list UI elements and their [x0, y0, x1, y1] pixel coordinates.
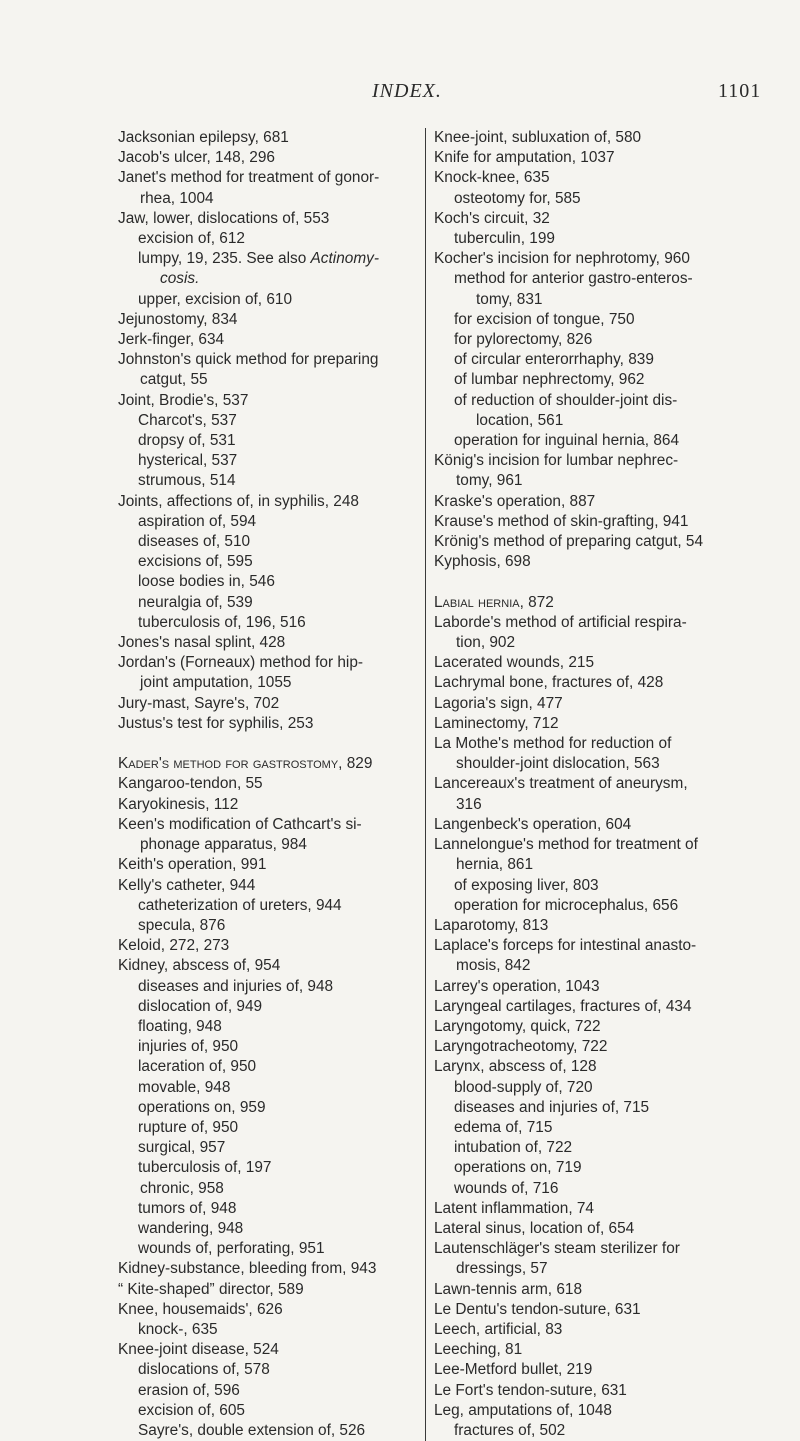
index-entry-text: Janet's method for treatment of gonor-	[118, 169, 380, 187]
index-entry	[118, 168, 400, 188]
index-entry-text: Larrey's operation, 1043	[434, 977, 600, 995]
index-entry-text: mosis, 842	[456, 957, 531, 975]
index-entry-text: tuberculosis of, 197	[138, 1159, 272, 1177]
index-entry-text: Jacksonian epilepsy, 681	[118, 129, 289, 146]
index-entry-text: Leeching, 81	[434, 1341, 523, 1359]
index-entry	[118, 896, 400, 916]
index-entry	[118, 1219, 400, 1239]
index-entry	[118, 310, 400, 330]
index-entry-text: rupture of, 950	[138, 1118, 239, 1136]
index-entry	[434, 977, 718, 997]
index-entry-text: blood-supply of, 720	[454, 1078, 593, 1096]
index-entry-text: operation for inguinal hernia, 864	[454, 432, 680, 450]
index-entry-text: Langenbeck's operation, 604	[434, 815, 632, 833]
index-entry	[434, 633, 718, 653]
index-entry	[118, 714, 400, 734]
index-entry	[434, 1259, 718, 1279]
index-entry-text: tumors of, 948	[138, 1199, 237, 1217]
index-entry	[118, 209, 400, 229]
index-entry-text: hernia, 861	[456, 856, 534, 874]
index-entry-text: Lacerated wounds, 215	[434, 654, 595, 672]
index-entry	[118, 1401, 400, 1421]
index-entry	[434, 734, 718, 754]
index-entry	[118, 249, 400, 269]
index-entry-text: Kader's method for gastrostomy, 829	[118, 755, 373, 773]
index-entry-italic: Actinomy-	[310, 250, 379, 268]
index-entry-text: Le Fort's tendon-suture, 631	[434, 1381, 627, 1399]
page-header	[0, 80, 800, 110]
index-entry-text: Le Dentu's tendon-suture, 631	[434, 1300, 641, 1318]
index-entry	[434, 1017, 718, 1037]
index-entry	[434, 1320, 718, 1340]
index-entry-text: loose bodies in, 546	[138, 573, 275, 591]
index-entry-text: dressings, 57	[456, 1260, 548, 1278]
index-entry-text: wounds of, 716	[454, 1179, 559, 1197]
index-entry-text: operations on, 959	[138, 1098, 266, 1116]
index-entry-text: Jacob's ulcer, 148, 296	[118, 149, 275, 167]
index-entry	[118, 956, 400, 976]
page-title: INDEX.	[372, 80, 442, 102]
index-column-left	[118, 128, 400, 1441]
index-entry	[118, 1239, 400, 1259]
index-entry-text: movable, 948	[138, 1078, 231, 1096]
index-entry-text: Lancereaux's treatment of aneurysm,	[434, 775, 688, 793]
index-entry-text: Koch's circuit, 32	[434, 209, 550, 227]
index-entry	[118, 532, 400, 552]
index-entry-text: intubation of, 722	[454, 1139, 573, 1157]
index-entry-text: wounds of, perforating, 951	[138, 1240, 325, 1258]
index-entry-text: excision of, 612	[138, 230, 245, 248]
index-entry	[434, 492, 718, 512]
index-entry-text: Laparotomy, 813	[434, 916, 549, 934]
index-entry	[434, 1300, 718, 1320]
index-entry	[118, 815, 400, 835]
index-entry	[434, 1098, 718, 1118]
index-entry	[434, 936, 718, 956]
index-entry-text: Knife for amputation, 1037	[434, 149, 615, 167]
index-entry	[118, 916, 400, 936]
index-entry-text: Lateral sinus, location of, 654	[434, 1219, 635, 1237]
index-entry	[434, 310, 718, 330]
index-entry-text: upper, excision of, 610	[138, 290, 293, 308]
index-entry-text: tion, 902	[456, 634, 516, 652]
index-entry	[118, 189, 400, 209]
index-entry	[118, 855, 400, 875]
index-entry	[434, 451, 718, 471]
index-entry-text: floating, 948	[138, 1017, 222, 1035]
index-entry	[118, 1138, 400, 1158]
index-entry	[118, 1280, 400, 1300]
index-entry	[434, 1360, 718, 1380]
index-entry	[434, 370, 718, 390]
index-entry	[434, 209, 718, 229]
index-entry	[118, 552, 400, 572]
index-entry	[118, 269, 400, 289]
index-entry-text: lumpy, 19, 235. See also	[138, 250, 311, 268]
index-entry	[434, 1239, 718, 1259]
index-entry	[434, 653, 718, 673]
index-entry-text: Jerk-finger, 634	[118, 331, 225, 349]
index-entry-text: Lee-Metford bullet, 219	[434, 1361, 593, 1379]
index-entry	[118, 1300, 400, 1320]
index-entry	[434, 997, 718, 1017]
index-entry-text: Kraske's operation, 887	[434, 492, 596, 510]
index-entry-text: Lannelongue's method for treatment of	[434, 836, 698, 854]
index-entry	[434, 431, 718, 451]
index-entry-text: Laminectomy, 712	[434, 714, 559, 732]
index-entry	[434, 673, 718, 693]
index-entry-text: tuberculin, 199	[454, 230, 555, 248]
index-entry	[118, 1179, 400, 1199]
index-entry	[118, 411, 400, 431]
index-entry-text: Krönig's method of preparing catgut, 54	[434, 533, 704, 551]
index-entry	[434, 512, 718, 532]
index-entry-text: Larynx, abscess of, 128	[434, 1058, 597, 1076]
index-entry	[118, 936, 400, 956]
index-entry-text: Knee, housemaids', 626	[118, 1300, 283, 1318]
index-entry	[434, 1158, 718, 1178]
index-entry-text: phonage apparatus, 984	[140, 836, 307, 854]
index-entry	[118, 774, 400, 794]
index-entry	[434, 815, 718, 835]
index-entry-text: Kocher's incision for nephrotomy, 960	[434, 250, 690, 268]
index-entry-text: operation for microcephalus, 656	[454, 896, 679, 914]
index-entry-text: Laryngeal cartilages, fractures of, 434	[434, 997, 692, 1015]
index-entry-text: Labial hernia, 872	[434, 593, 554, 611]
index-entry-text: neuralgia of, 539	[138, 593, 253, 611]
index-entry-text: Lawn-tennis arm, 618	[434, 1280, 582, 1298]
index-entry-text: Jury-mast, Sayre's, 702	[118, 694, 280, 712]
index-entry-text: Knee-joint disease, 524	[118, 1341, 279, 1359]
index-entry	[434, 128, 718, 148]
index-entry-text: Kidney, abscess of, 954	[118, 957, 281, 975]
index-entry	[118, 1098, 400, 1118]
index-entry	[434, 613, 718, 633]
index-entry-text: Jejunostomy, 834	[118, 310, 238, 328]
index-entry	[118, 431, 400, 451]
index-entry	[434, 714, 718, 734]
index-entry	[118, 1199, 400, 1219]
index-entry-text: tuberculosis of, 196, 516	[138, 613, 306, 631]
index-entry	[118, 593, 400, 613]
index-entry-text: laceration of, 950	[138, 1058, 257, 1076]
index-entry-text: method for anterior gastro-enteros-	[454, 270, 693, 288]
index-entry	[434, 350, 718, 370]
index-entry-text: Knee-joint, subluxation of, 580	[434, 129, 642, 146]
index-entry	[434, 855, 718, 875]
index-entry	[118, 1078, 400, 1098]
index-entry-text: Laryngotracheotomy, 722	[434, 1038, 608, 1056]
index-entry	[434, 1401, 718, 1421]
index-entry-text: for pylorectomy, 826	[454, 331, 593, 349]
index-entry-text: Karyokinesis, 112	[118, 795, 239, 813]
index-entry-text: Jones's nasal splint, 428	[118, 634, 286, 652]
index-entry-text: Laplace's forceps for intestinal anasto-	[434, 937, 697, 955]
index-entry	[434, 189, 718, 209]
index-entry-text: Joints, affections of, in syphilis, 248	[118, 492, 359, 510]
index-entry-text: Kelly's catheter, 944	[118, 876, 256, 894]
index-entry	[118, 229, 400, 249]
index-entry	[434, 1381, 718, 1401]
index-entry	[118, 633, 400, 653]
index-entry	[434, 290, 718, 310]
index-entry-text: Laryngotomy, quick, 722	[434, 1017, 601, 1035]
section-gap	[434, 572, 718, 592]
index-entry	[434, 694, 718, 714]
index-entry-text: dislocations of, 578	[138, 1361, 270, 1379]
index-entry	[118, 330, 400, 350]
index-entry	[118, 1421, 400, 1441]
index-entry	[434, 956, 718, 976]
index-entry-text: Laborde's method of artificial respira-	[434, 613, 687, 631]
index-entry	[434, 330, 718, 350]
index-entry	[434, 1118, 718, 1138]
index-entry	[434, 269, 718, 289]
index-entry	[434, 1037, 718, 1057]
index-entry	[118, 391, 400, 411]
index-entry-text: osteotomy for, 585	[454, 189, 581, 207]
index-entry-text: excision of, 605	[138, 1401, 245, 1419]
index-entry-text: Lautenschläger's steam sterilizer for	[434, 1240, 680, 1258]
index-entry-text: injuries of, 950	[138, 1038, 239, 1056]
index-entry	[118, 128, 400, 148]
index-entry-text: of exposing liver, 803	[454, 876, 599, 894]
index-entry-italic: cosis.	[160, 270, 200, 288]
index-entry-text: Latent inflammation, 74	[434, 1199, 594, 1217]
index-entry-text: of reduction of shoulder-joint dis-	[454, 391, 678, 409]
index-entry	[434, 1078, 718, 1098]
index-entry	[118, 876, 400, 896]
index-entry	[434, 1219, 718, 1239]
index-entry	[434, 1340, 718, 1360]
index-entry-text: strumous, 514	[138, 472, 236, 490]
index-entry-text: Kyphosis, 698	[434, 553, 531, 571]
index-entry-text: Leg, amputations of, 1048	[434, 1401, 612, 1419]
index-entry	[434, 249, 718, 269]
index-entry	[434, 148, 718, 168]
index-entry	[118, 653, 400, 673]
index-entry-text: dropsy of, 531	[138, 432, 236, 450]
index-entry-text: joint amputation, 1055	[140, 674, 292, 692]
index-entry-text: wandering, 948	[138, 1219, 244, 1237]
index-entry	[118, 1037, 400, 1057]
index-entry	[118, 694, 400, 714]
index-entry-text: catheterization of ureters, 944	[138, 896, 342, 914]
index-entry	[118, 1158, 400, 1178]
index-entry	[118, 754, 400, 774]
index-entry	[118, 471, 400, 491]
index-entry	[118, 1057, 400, 1077]
index-entry-text: knock-, 635	[138, 1320, 218, 1338]
index-entry	[118, 795, 400, 815]
index-entry	[118, 1017, 400, 1037]
index-entry-text: hysterical, 537	[138, 452, 238, 470]
index-entry-text: diseases and injuries of, 715	[454, 1098, 650, 1116]
index-entry-text: chronic, 958	[140, 1179, 224, 1197]
index-entry-text: excisions of, 595	[138, 553, 253, 571]
index-entry-text: catgut, 55	[140, 371, 208, 389]
index-entry-text: Johnston's quick method for preparing	[118, 351, 379, 369]
index-entry	[118, 370, 400, 390]
index-entry	[434, 835, 718, 855]
index-entry	[118, 1360, 400, 1380]
index-entry-text: Keloid, 272, 273	[118, 937, 230, 955]
index-entry	[434, 552, 718, 572]
index-entry-text: for excision of tongue, 750	[454, 310, 635, 328]
index-entry-text: tomy, 831	[476, 290, 543, 308]
index-entry	[118, 148, 400, 168]
index-entry	[434, 391, 718, 411]
index-entry-text: 316	[456, 795, 482, 813]
index-entry	[118, 290, 400, 310]
index-entry	[434, 1138, 718, 1158]
index-entry-text: Joint, Brodie's, 537	[118, 391, 249, 409]
index-entry	[434, 1199, 718, 1219]
index-entry-text: diseases of, 510	[138, 533, 251, 551]
index-entry-text: Knock-knee, 635	[434, 169, 550, 187]
index-entry-text: tomy, 961	[456, 472, 523, 490]
index-entry	[118, 451, 400, 471]
index-entry-text: fractures of, 502	[454, 1421, 566, 1439]
index-entry	[118, 1320, 400, 1340]
index-entry	[118, 1118, 400, 1138]
index-entry	[434, 229, 718, 249]
index-entry-text: of circular enterorrhaphy, 839	[454, 351, 654, 369]
index-entry-text: aspiration of, 594	[138, 512, 257, 530]
index-entry-text: of lumbar nephrectomy, 962	[454, 371, 645, 389]
index-entry	[434, 1179, 718, 1199]
index-entry-text: erasion of, 596	[138, 1381, 240, 1399]
index-entry	[434, 1421, 718, 1441]
index-column-right	[425, 128, 718, 1441]
index-entry	[434, 795, 718, 815]
index-entry-text: rhea, 1004	[140, 189, 214, 207]
index-entry	[118, 350, 400, 370]
index-entry	[434, 774, 718, 794]
index-entry-text: Jordan's (Forneaux) method for hip-	[118, 654, 364, 672]
index-entry	[434, 411, 718, 431]
index-entry-text: diseases and injuries of, 948	[138, 977, 334, 995]
index-entry-text: Sayre's, double extension of, 526	[138, 1421, 366, 1439]
index-entry	[434, 593, 718, 613]
index-entry	[434, 876, 718, 896]
index-entry	[118, 997, 400, 1017]
index-entry-text: dislocation of, 949	[138, 997, 263, 1015]
index-entry	[118, 512, 400, 532]
index-entry	[434, 916, 718, 936]
index-entry-text: Lachrymal bone, fractures of, 428	[434, 674, 664, 692]
index-entry-text: Kidney-substance, bleeding from, 943	[118, 1260, 377, 1278]
index-entry-text: Leech, artificial, 83	[434, 1320, 563, 1338]
index-entry	[434, 168, 718, 188]
index-entry-text: König's incision for lumbar nephrec-	[434, 452, 679, 470]
index-entry	[434, 1057, 718, 1077]
index-entry-text: Justus's test for syphilis, 253	[118, 714, 314, 732]
index-entry	[118, 835, 400, 855]
index-entry	[118, 977, 400, 997]
index-entry-text: Charcot's, 537	[138, 411, 237, 429]
index-entry-text: “ Kite-shaped” director, 589	[118, 1280, 304, 1298]
index-entry-text: La Mothe's method for reduction of	[434, 735, 672, 753]
index-entry	[118, 1259, 400, 1279]
index-entry	[118, 673, 400, 693]
index-entry-text: Keith's operation, 991	[118, 856, 267, 874]
page-number: 1101	[718, 80, 762, 102]
index-entry-text: operations on, 719	[454, 1159, 582, 1177]
index-entry	[118, 1381, 400, 1401]
index-entry	[118, 492, 400, 512]
index-entry	[434, 471, 718, 491]
index-entry-text: Lagoria's sign, 477	[434, 694, 563, 712]
index-entry-text: Krause's method of skin-grafting, 941	[434, 512, 689, 530]
index-entry	[434, 1280, 718, 1300]
index-entry-text: shoulder-joint dislocation, 563	[456, 755, 660, 773]
index-entry	[118, 572, 400, 592]
index-entry-text: Kangaroo-tendon, 55	[118, 775, 263, 793]
index-entry-text: Keen's modification of Cathcart's si-	[118, 815, 362, 833]
section-gap	[118, 734, 400, 754]
index-entry	[434, 754, 718, 774]
index-entry-text: Jaw, lower, dislocations of, 553	[118, 209, 330, 227]
index-entry	[434, 532, 718, 552]
index-entry-text: edema of, 715	[454, 1118, 553, 1136]
index-entry	[434, 896, 718, 916]
index-entry-text: surgical, 957	[138, 1139, 226, 1157]
index-entry	[118, 1340, 400, 1360]
index-entry-text: specula, 876	[138, 916, 226, 934]
index-entry-text: location, 561	[476, 411, 564, 429]
index-entry	[118, 613, 400, 633]
